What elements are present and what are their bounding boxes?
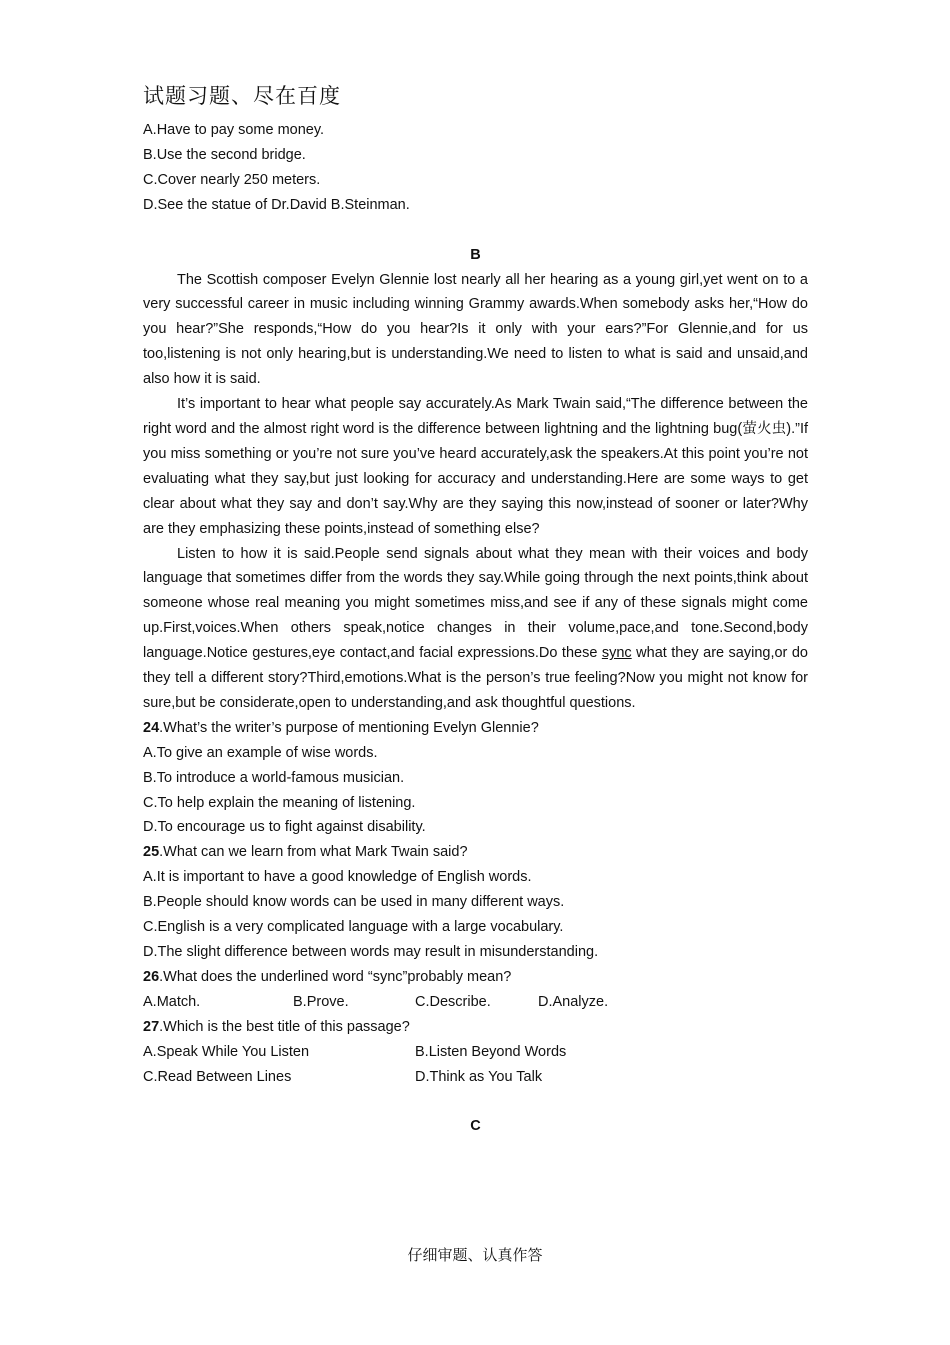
q26-option-a: A.Match.: [143, 993, 201, 1010]
q24-option-b: B.To introduce a world-famous musician.: [143, 769, 405, 786]
section-b-heading: B: [470, 246, 481, 263]
document-body: [143, 118, 808, 1139]
q25-option-c: C.English is a very complicated language with a large vocabulary.: [143, 919, 564, 936]
prev-option-a: A.Have to pay some money.: [143, 122, 325, 138]
q27-options-row-1: [143, 1040, 808, 1065]
q27-option-d: D.Think as You Talk: [415, 1068, 543, 1085]
question-number: 24: [143, 719, 160, 736]
q27-option-c: C.Read Between Lines: [143, 1068, 292, 1085]
question-text: .What does the underlined word “sync”probably mean?: [159, 968, 512, 985]
q25-option-d: D.The slight difference between words may result in misunderstanding.: [143, 944, 599, 960]
question-text: .What’s the writer’s purpose of mentioning Evelyn Glennie?: [159, 719, 539, 736]
prev-option-c: C.Cover nearly 250 meters.: [143, 171, 321, 188]
question-25: [143, 840, 808, 865]
prev-option-b: B.Use the second bridge.: [143, 146, 306, 163]
page-header: 试题习题、尽在百度: [143, 84, 341, 108]
q27-options-row-2: [143, 1065, 808, 1090]
q24-option-a: A.To give an example of wise words.: [143, 744, 378, 761]
question-number: 25: [143, 844, 160, 861]
question-number: 26: [143, 968, 160, 985]
q26-option-c: C.Describe.: [415, 993, 491, 1010]
question-text: .Which is the best title of this passage?: [159, 1018, 410, 1035]
q27-option-a: A.Speak While You Listen: [143, 1043, 310, 1060]
paragraph-3-text-after: what they are saying,or do they tell a different story?Third,emotions.What is the person’s true feeling?Now you might not know for sure,but be considerate,open to understanding,and ask thoughtful questions.: [143, 645, 808, 711]
q27-option-b: B.Listen Beyond Words: [415, 1043, 567, 1060]
q25-option-b: B.People should know words can be used in many different ways.: [143, 894, 565, 911]
paragraph-3: [143, 542, 808, 716]
question-24: [143, 716, 808, 741]
question-27: [143, 1015, 808, 1040]
q26-option-b: B.Prove.: [293, 993, 349, 1010]
page-footer: 仔细审题、认真作答: [407, 1246, 543, 1264]
underlined-word-sync: sync: [601, 645, 632, 662]
section-c-heading: C: [470, 1118, 481, 1135]
q24-option-c: C.To help explain the meaning of listening.: [143, 794, 416, 811]
paragraph-1: The Scottish composer Evelyn Glennie lost nearly all her hearing as a young girl,yet went on to a very successful career in music including winning Grammy awards.When somebody asks her,“How do you hear?”She responds,“How do you hear?Is it only with your ears?”For Glennie,and for us too,listening is not only hearing,but is understanding.We need to listen to what is said and unsaid,and also how it is said.: [143, 271, 808, 388]
q26-options: [143, 990, 808, 1015]
paragraph-3-text-before: Listen to how it is said.People send signals about what they mean with their voices and body language that sometimes differ from the words they say.While going through the next points,think about someone whose real meaning you might sometimes miss,and see if any of these signals might come up.First,voices.When others speak,notice changes in their volume,pace,and tone.Second,body language.Notice gestures,eye contact,and facial expressions.Do these: [143, 545, 808, 662]
prev-option-d: D.See the statue of Dr.David B.Steinman.: [143, 196, 410, 213]
question-26: [143, 965, 808, 990]
paragraph-2: It’s important to hear what people say accurately.As Mark Twain said,“The difference between the right word and the almost right word is the difference between lightning and the lightning bug(萤火虫).”If you miss something or you’re not sure you’ve heard accurately,ask the speakers.At this point you’re not evaluating what they say,but just looking for accuracy and understanding.Here are some ways to get clear about what they say and don’t say.Why are they saying this now,instead of sooner or later?Why are they emphasizing these points,instead of something else?: [143, 396, 808, 537]
q26-option-d: D.Analyze.: [538, 993, 609, 1010]
question-text: .What can we learn from what Mark Twain said?: [159, 844, 468, 861]
q24-option-d: D.To encourage us to fight against disability.: [143, 819, 426, 836]
question-number: 27: [143, 1018, 160, 1035]
q25-option-a: A.It is important to have a good knowledge of English words.: [143, 869, 532, 886]
